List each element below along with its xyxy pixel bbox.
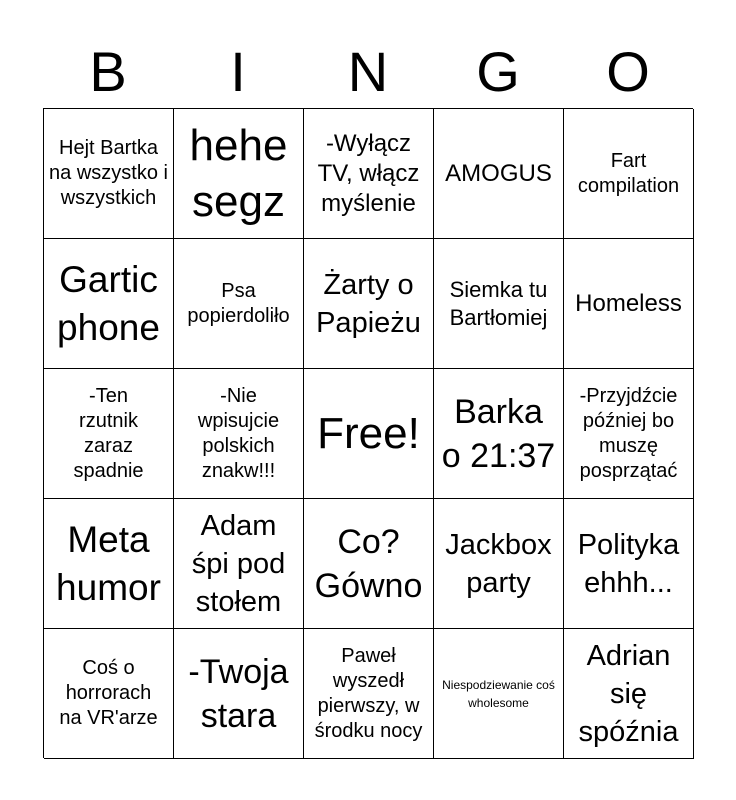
cell-text: Fart compilation: [577, 149, 680, 197]
bingo-cell[interactable]: [434, 239, 564, 369]
bingo-cell[interactable]: [304, 369, 434, 499]
bingo-cell[interactable]: [174, 239, 304, 369]
header-letter-o: O: [606, 40, 650, 103]
bingo-cell[interactable]: [564, 109, 694, 239]
header-letter-b: B: [89, 40, 127, 103]
bingo-cell[interactable]: [564, 239, 694, 369]
cell-text: Jackbox party: [445, 528, 552, 599]
bingo-cell[interactable]: [44, 499, 174, 629]
bingo-cell[interactable]: [564, 499, 694, 629]
cell-text: -Nie wpisujcie polskich znakw!!!: [197, 384, 280, 482]
cell-text: Gartic phone: [57, 258, 160, 348]
header-letter-n: N: [347, 40, 389, 103]
cell-text: -Przyjdźcie później bo muszę posprzątać: [579, 384, 678, 482]
cell-text: Niespodziewanie coś wholesome: [442, 677, 555, 710]
cell-text: Meta humor: [56, 518, 161, 608]
cell-text: Hejt Bartka na wszystko i wszystkich: [49, 137, 168, 209]
cell-text: -Ten rzutnik zaraz spadnie: [73, 384, 144, 482]
bingo-cell[interactable]: [174, 369, 304, 499]
header-letter-i: I: [230, 40, 246, 103]
cell-text: Żarty o Papieżu: [316, 268, 421, 339]
bingo-cell[interactable]: [434, 109, 564, 239]
bingo-cell[interactable]: [304, 629, 434, 759]
cell-text: hehe segz: [189, 120, 288, 226]
bingo-cell[interactable]: [434, 369, 564, 499]
bingo-cell[interactable]: [434, 629, 564, 759]
bingo-cell[interactable]: [44, 109, 174, 239]
bingo-board: [43, 108, 693, 758]
bingo-cell[interactable]: [304, 499, 434, 629]
cell-text: Psa popierdoliło: [187, 279, 290, 327]
header-letter-g: G: [476, 40, 520, 103]
bingo-cell[interactable]: [564, 369, 694, 499]
cell-text: Paweł wyszedł pierwszy, w środku nocy: [314, 644, 423, 742]
bingo-cell[interactable]: [304, 239, 434, 369]
bingo-cell[interactable]: [174, 499, 304, 629]
cell-text: -Twoja stara: [188, 652, 289, 735]
cell-text: Free!: [317, 408, 420, 458]
bingo-cell[interactable]: [44, 369, 174, 499]
bingo-cell[interactable]: [174, 109, 304, 239]
cell-text: Siemka tu Bartłomiej: [449, 276, 548, 330]
cell-text: Polityka ehhh...: [577, 528, 680, 599]
cell-text: -Wyłącz TV, włącz myślenie: [317, 129, 420, 217]
bingo-cell[interactable]: [304, 109, 434, 239]
cell-text: Barka o 21:37: [441, 392, 556, 475]
cell-text: Adam śpi pod stołem: [191, 509, 286, 618]
cell-text: Homeless: [575, 289, 682, 317]
bingo-cell[interactable]: [564, 629, 694, 759]
bingo-cell[interactable]: [434, 499, 564, 629]
cell-text: Coś o horrorach na VR'arze: [59, 657, 158, 729]
cell-text: Co? Gówno: [314, 522, 423, 605]
bingo-cell[interactable]: [44, 239, 174, 369]
bingo-cell[interactable]: [44, 629, 174, 759]
cell-text: Adrian się spóźnia: [578, 639, 679, 748]
bingo-header: [43, 40, 693, 104]
cell-text: AMOGUS: [445, 159, 552, 187]
bingo-cell[interactable]: [174, 629, 304, 759]
